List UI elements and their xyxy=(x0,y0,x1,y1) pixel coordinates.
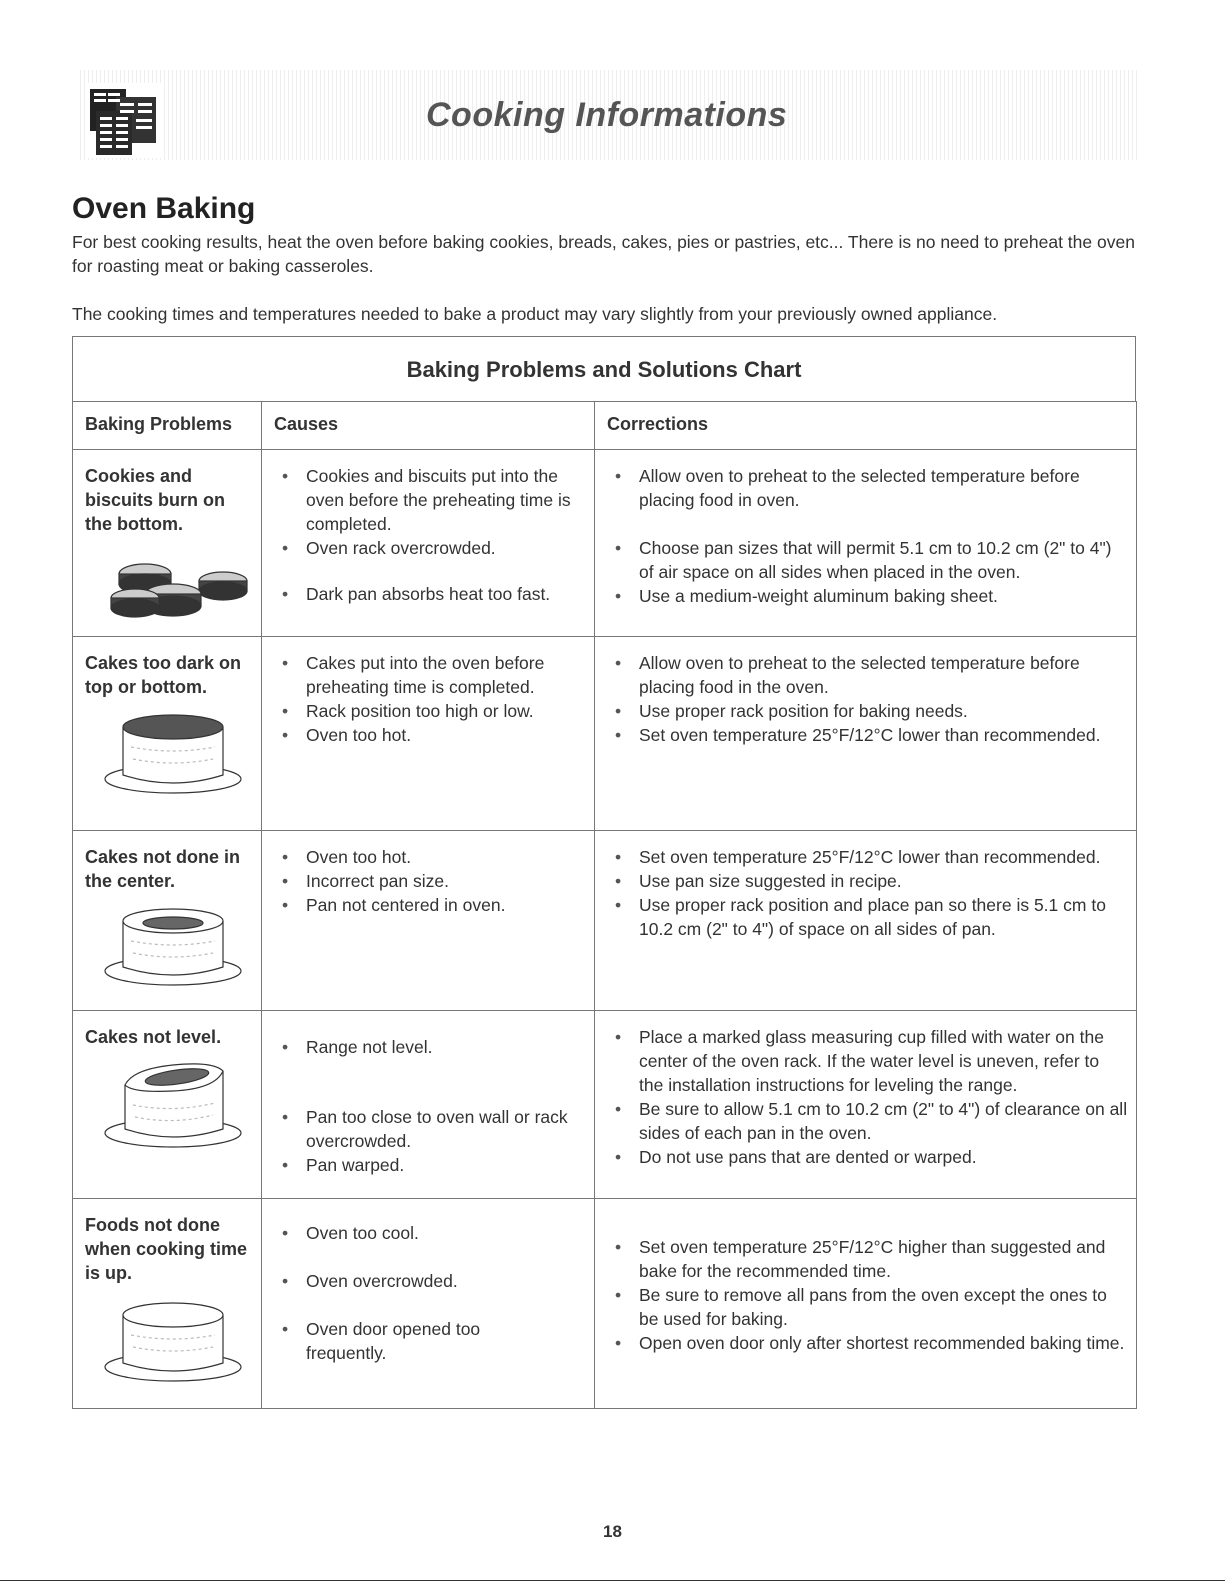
list-item: • Oven overcrowded. xyxy=(276,1269,586,1293)
page-number: 18 xyxy=(603,1522,622,1541)
cake-icon xyxy=(73,1285,253,1385)
list-item: • Oven too hot. xyxy=(276,845,586,869)
list-item: • Open oven door only after shortest recommended baking time. xyxy=(609,1331,1128,1355)
intro-paragraph-2: The cooking times and temperatures needed to bake a product may vary slightly from your previously owned appliance. xyxy=(72,304,998,324)
table-row xyxy=(73,637,1137,831)
list-item: • Pan warped. xyxy=(276,1153,586,1177)
list-item: • Set oven temperature 25°F/12°C higher than suggested and bake for the recommended time. xyxy=(609,1235,1128,1283)
list-item: • Use proper rack position for baking needs. xyxy=(609,699,1128,723)
causes-cell xyxy=(262,450,595,637)
causes-cell xyxy=(262,637,595,831)
corrections-cell xyxy=(595,450,1137,637)
list-item: • Oven too cool. xyxy=(276,1221,586,1245)
list-item: • Oven rack overcrowded. xyxy=(276,536,586,560)
bottom-rule xyxy=(0,1580,1225,1581)
list-item: • Oven door opened too frequently. xyxy=(276,1317,586,1365)
sunken-cake-icon xyxy=(73,893,253,993)
chart-title-row xyxy=(72,336,1136,402)
problem-label: Foods not done when cooking time is up. xyxy=(85,1215,248,1283)
table-row xyxy=(73,450,1137,637)
list-item: • Use a medium-weight aluminum baking sheet. xyxy=(609,584,1128,608)
list-item: • Incorrect pan size. xyxy=(276,869,586,893)
list-item: • Allow oven to preheat to the selected temperature before placing food in oven. xyxy=(609,464,1128,512)
problem-cell xyxy=(73,831,262,1011)
header-title: Cooking Informations xyxy=(426,96,788,134)
cookbook-pages-icon xyxy=(86,83,161,158)
column-header-problems: Baking Problems xyxy=(73,402,262,450)
problem-cell xyxy=(73,450,262,637)
corrections-cell xyxy=(595,637,1137,831)
list-item: • Rack position too high or low. xyxy=(276,699,586,723)
dark-cake-icon xyxy=(73,699,253,799)
problem-label: Cookies and biscuits burn on the bottom. xyxy=(85,466,226,534)
list-item: • Choose pan sizes that will permit 5.1 cm to 10.2 cm (2" to 4") of air space on all sides when placed in the oven. xyxy=(609,536,1128,584)
list-item: • Do not use pans that are dented or warped. xyxy=(609,1145,1128,1169)
list-item: • Set oven temperature 25°F/12°C lower than recommended. xyxy=(609,723,1128,747)
problem-cell xyxy=(73,637,262,831)
list-item: • Be sure to allow 5.1 cm to 10.2 cm (2" to 4") of clearance on all sides of each pan in the oven. xyxy=(609,1097,1128,1145)
section-title: Oven Baking xyxy=(72,192,256,225)
problem-cell xyxy=(73,1199,262,1409)
problem-label: Cakes not level. xyxy=(85,1027,222,1047)
corrections-cell xyxy=(595,831,1137,1011)
causes-cell xyxy=(262,1199,595,1409)
list-item: • Allow oven to preheat to the selected temperature before placing food in the oven. xyxy=(609,651,1128,699)
list-item: • Pan too close to oven wall or rack overcrowded. xyxy=(276,1105,586,1153)
list-item: • Set oven temperature 25°F/12°C lower than recommended. xyxy=(609,845,1128,869)
problem-label: Cakes too dark on top or bottom. xyxy=(85,653,242,697)
problem-label: Cakes not done in the center. xyxy=(85,847,241,891)
tilted-cake-icon xyxy=(73,1049,253,1159)
causes-cell xyxy=(262,831,595,1011)
table-row xyxy=(73,831,1137,1011)
column-header-corrections: Corrections xyxy=(595,402,1137,450)
list-item: • Place a marked glass measuring cup filled with water on the center of the oven rack. If the water level is uneven, refer to the installation instructions for leveling the range. xyxy=(609,1025,1128,1097)
list-item: • Pan not centered in oven. xyxy=(276,893,586,917)
list-item: • Range not level. xyxy=(276,1035,586,1059)
list-item: • Dark pan absorbs heat too fast. xyxy=(276,582,586,606)
intro-paragraph: For best cooking results, heat the oven before baking cookies, breads, cakes, pies or pastries, etc... There is no need to preheat the oven for roasting meat or baking casseroles. xyxy=(72,232,1135,276)
table-row xyxy=(73,1199,1137,1409)
causes-cell xyxy=(262,1011,595,1199)
chart-title: Baking Problems and Solutions Chart xyxy=(406,357,802,382)
list-item: • Oven too hot. xyxy=(276,723,586,747)
page-header xyxy=(80,70,1140,160)
table-header-row xyxy=(73,402,1137,450)
column-header-causes: Causes xyxy=(262,402,595,450)
list-item: • Cakes put into the oven before preheating time is completed. xyxy=(276,651,586,699)
problem-cell xyxy=(73,1011,262,1199)
corrections-cell xyxy=(595,1011,1137,1199)
list-item: • Be sure to remove all pans from the oven except the ones to be used for baking. xyxy=(609,1283,1128,1331)
list-item: • Use proper rack position and place pan so there is 5.1 cm to 10.2 cm (2" to 4") of space on all sides of pan. xyxy=(609,893,1128,941)
list-item: • Use pan size suggested in recipe. xyxy=(609,869,1128,893)
corrections-cell xyxy=(595,1199,1137,1409)
cookies-icon xyxy=(73,536,253,626)
list-item: • Cookies and biscuits put into the oven before the preheating time is completed. xyxy=(276,464,586,536)
baking-problems-table xyxy=(72,401,1137,1409)
table-row xyxy=(73,1011,1137,1199)
